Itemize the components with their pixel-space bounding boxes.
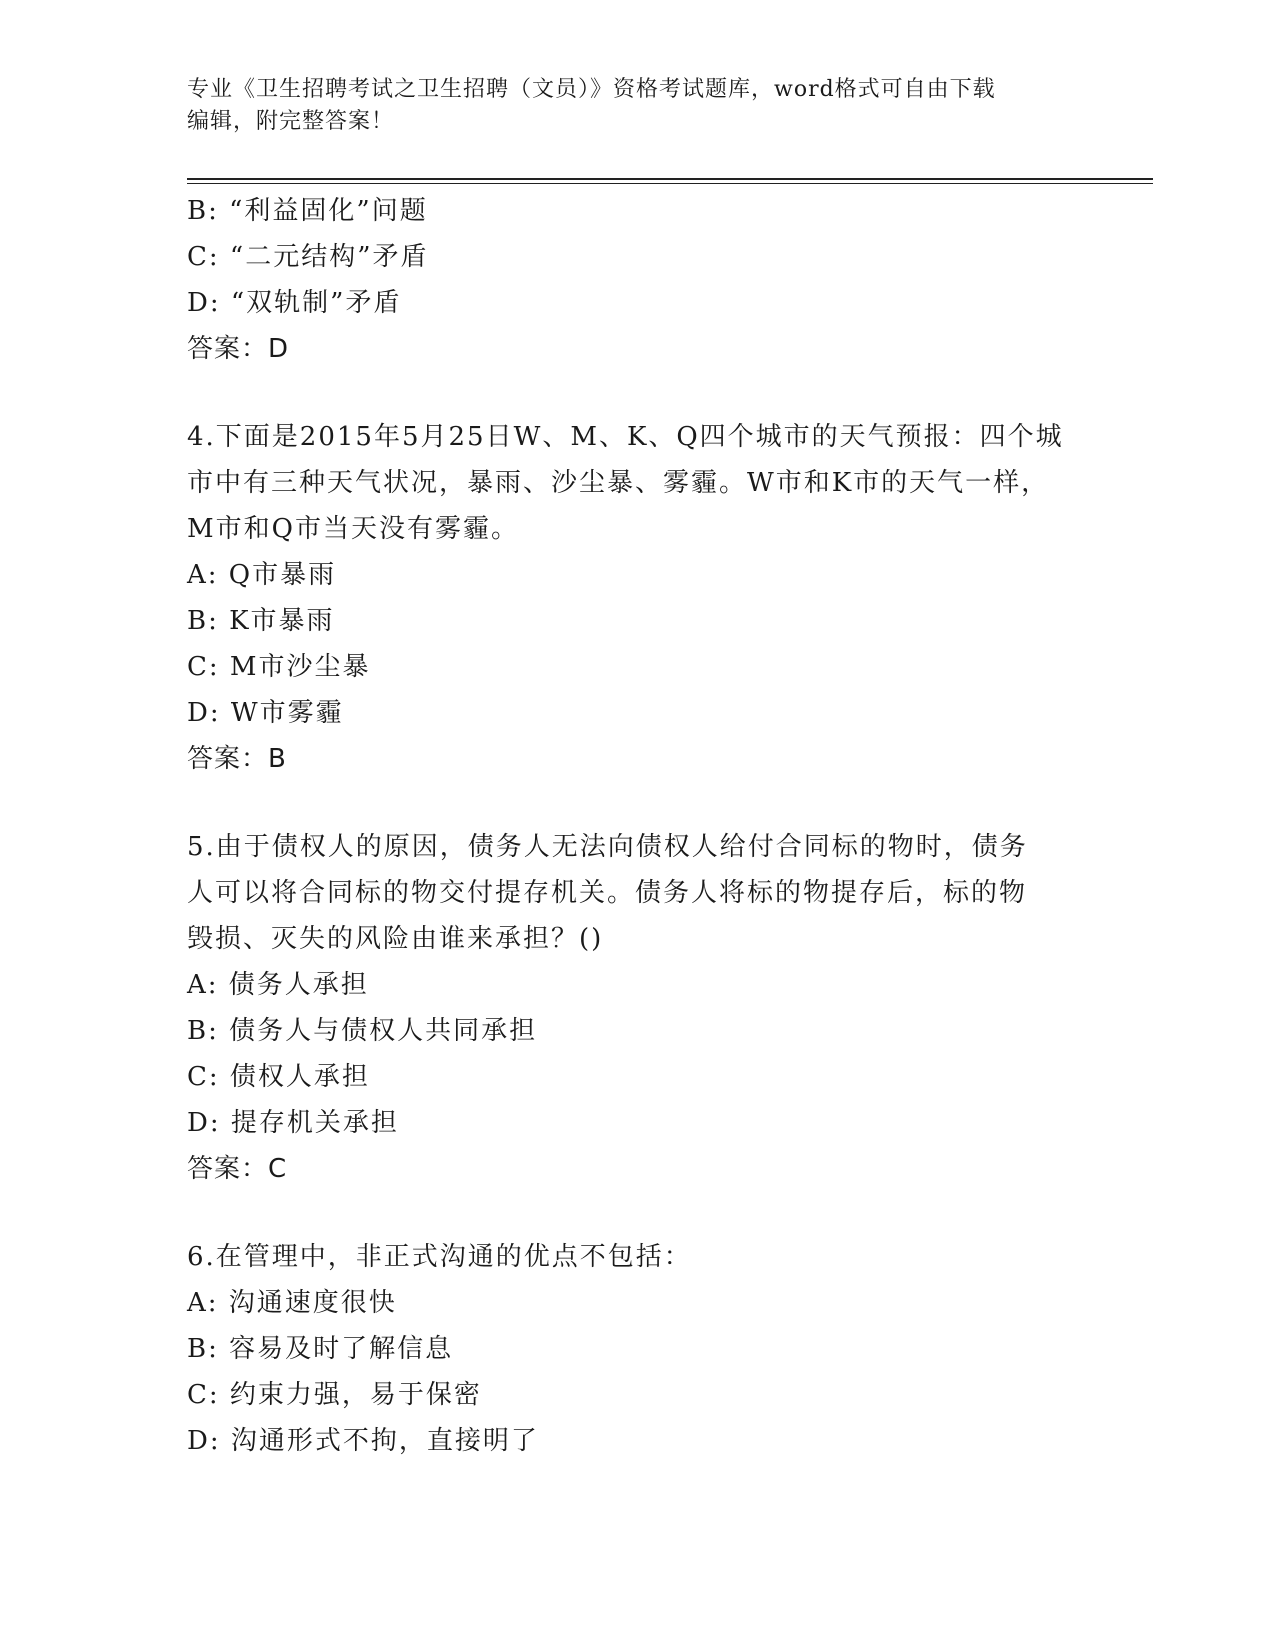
question-stem-line: 毁损、灭失的风险由谁来承担？(): [187, 924, 604, 954]
option-b: B: 容易及时了解信息: [187, 1334, 454, 1364]
question-4: [187, 414, 1077, 782]
question-stem-line: 市中有三种天气状况，暴雨、沙尘暴、雾霾。W市和K市的天气一样，: [187, 468, 1050, 498]
question-stem-line: M市和Q市当天没有雾霾。: [187, 514, 519, 544]
option-b: B: 债务人与债权人共同承担: [187, 1016, 538, 1046]
answer-line: 答案：B: [187, 744, 287, 774]
question-stem-line: 人可以将合同标的物交付提存机关。债务人将标的物提存后，标的物: [187, 878, 1028, 908]
question-list: [187, 188, 1077, 1464]
option-d: D: “双轨制”矛盾: [187, 288, 402, 318]
question-5: [187, 824, 1077, 1192]
spacer: [187, 782, 1077, 824]
option-c: C: M市沙尘暴: [187, 652, 371, 682]
page-header: [187, 74, 1067, 138]
answer-line: 答案：C: [187, 1154, 288, 1184]
option-c: C: 债权人承担: [187, 1062, 370, 1092]
option-d: D: 沟通形式不拘，直接明了: [187, 1426, 539, 1456]
question-stem-line: 6.在管理中，非正式沟通的优点不包括：: [187, 1242, 692, 1272]
header-title-line-1: 专业《卫生招聘考试之卫生招聘（文员）》资格考试题库，word格式可自由下载: [187, 77, 996, 102]
option-c: C: “二元结构”矛盾: [187, 242, 429, 272]
option-d: D: 提存机关承担: [187, 1108, 399, 1138]
option-b: B: “利益固化”问题: [187, 196, 428, 226]
question-stem-line: 5.由于债权人的原因，债务人无法向债权人给付合同标的物时，债务: [187, 832, 1028, 862]
option-a: A: Q市暴雨: [187, 560, 337, 590]
option-a: A: 沟通速度很快: [187, 1288, 397, 1318]
header-divider-thick: [187, 178, 1153, 180]
question-6: [187, 1234, 1077, 1464]
answer-line: 答案：D: [187, 334, 290, 364]
spacer: [187, 1192, 1077, 1234]
spacer: [187, 372, 1077, 414]
question-3: [187, 188, 1077, 372]
option-a: A: 债务人承担: [187, 970, 369, 1000]
header-divider-thin: [187, 183, 1153, 184]
option-b: B: K市暴雨: [187, 606, 335, 636]
option-d: D: W市雾霾: [187, 698, 344, 728]
header-title-line-2: 编辑，附完整答案！: [187, 109, 395, 134]
option-c: C: 约束力强，易于保密: [187, 1380, 482, 1410]
question-stem-line: 4.下面是2015年5月25日W、M、K、Q四个城市的天气预报：四个城: [187, 422, 1064, 452]
